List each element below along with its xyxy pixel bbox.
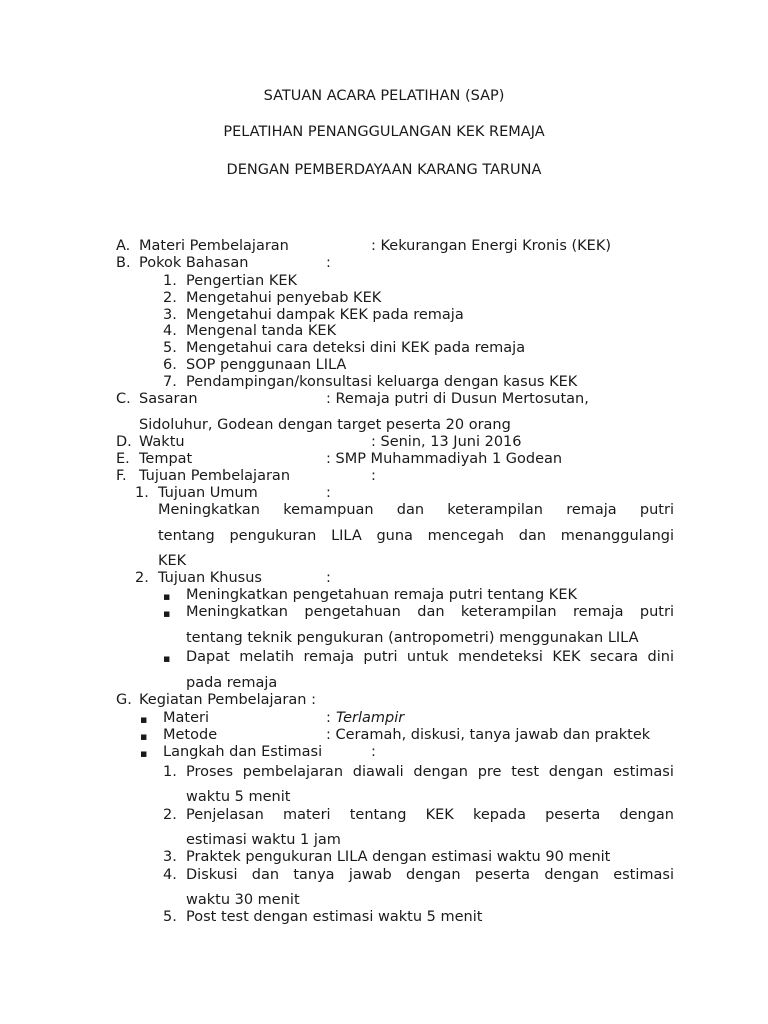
section-d-letter: D. — [116, 434, 132, 450]
document-subtitle: PELATIHAN PENANGGULANGAN KEK REMAJA — [223, 124, 545, 140]
word: kemampuan — [283, 502, 374, 518]
list-number: 2. — [163, 807, 177, 823]
word: Dapat — [186, 649, 230, 665]
word: dan — [417, 604, 445, 620]
word: Proses — [186, 764, 234, 780]
metode-value: : Ceramah, diskusi, tanya jawab dan praktek — [326, 727, 651, 743]
section-a-letter: A. — [116, 238, 131, 254]
word: peserta — [474, 867, 531, 883]
section-c-label: Sasaran — [139, 391, 198, 407]
section-b-label: Pokok Bahasan — [139, 255, 249, 271]
word: tentang — [349, 807, 407, 823]
word: LILA — [331, 528, 362, 544]
section-c-value: : Remaja putri di Dusun Mertosutan, — [326, 391, 589, 407]
step-2-line-2: estimasi waktu 1 jam — [186, 832, 341, 848]
word: tanya — [293, 867, 335, 883]
list-item: Mengenal tanda KEK — [186, 323, 337, 339]
word: dan — [251, 867, 280, 883]
word: jawab — [348, 867, 392, 883]
word: pre — [477, 764, 502, 780]
langkah-label: Langkah dan Estimasi — [163, 744, 323, 760]
step-2-line-1 — [186, 807, 674, 823]
tujuan-khusus-bullet-1: Meningkatkan pengetahuan remaja putri tentang KEK — [186, 587, 577, 603]
section-g-label: Kegiatan Pembelajaran : — [139, 692, 316, 708]
word: test — [511, 764, 540, 780]
word: guna — [376, 528, 413, 544]
word: remaja — [573, 604, 624, 620]
square-bullet-icon: ▪ — [140, 713, 148, 726]
document-subtitle-2: DENGAN PEMBERDAYAAN KARANG TARUNA — [226, 162, 542, 178]
section-b-colon: : — [326, 255, 331, 271]
section-e-label: Tempat — [139, 451, 193, 467]
section-f-label: Tujuan Pembelajaran — [139, 468, 291, 484]
word: Diskusi — [186, 867, 238, 883]
list-number: 2. — [135, 570, 149, 586]
word: estimasi — [613, 764, 674, 780]
word: peserta — [545, 807, 601, 823]
section-f-colon: : — [371, 468, 376, 484]
word: KEK — [552, 649, 581, 665]
word: dengan — [544, 867, 599, 883]
word: remaja — [566, 502, 617, 518]
word: kepada — [472, 807, 526, 823]
section-f-letter: F. — [116, 468, 127, 484]
section-d-value: : Senin, 13 Juni 2016 — [371, 434, 522, 450]
section-a-value: : Kekurangan Energi Kronis (KEK) — [371, 238, 611, 254]
word: Penjelasan — [186, 807, 264, 823]
list-number: 5. — [163, 909, 177, 925]
list-number: 4. — [163, 323, 177, 339]
tujuan-umum-colon: : — [326, 485, 331, 501]
tujuan-khusus-bullet-3-line-2: pada remaja — [186, 675, 278, 691]
materi-label: Materi — [163, 710, 209, 726]
list-item: Pengertian KEK — [186, 273, 298, 289]
list-number: 6. — [163, 357, 177, 373]
section-e-letter: E. — [116, 451, 130, 467]
step-1-line-2: waktu 5 menit — [186, 789, 291, 805]
list-item: SOP penggunaan LILA — [186, 357, 347, 373]
word: menanggulangi — [560, 528, 674, 544]
tujuan-khusus-colon: : — [326, 570, 331, 586]
langkah-colon: : — [371, 744, 376, 760]
tujuan-umum-label: Tujuan Umum — [158, 485, 258, 501]
step-4-line-1 — [186, 867, 674, 883]
materi-value — [336, 710, 404, 727]
square-bullet-icon: ▪ — [140, 747, 148, 760]
word: dan — [518, 528, 547, 544]
word: pembelajaran — [242, 764, 344, 780]
list-number: 1. — [163, 764, 177, 780]
word: keterampilan — [447, 502, 543, 518]
word: estimasi — [613, 867, 674, 883]
word: remaja — [303, 649, 355, 665]
word: dengan — [406, 867, 461, 883]
section-a-label: Materi Pembelajaran — [139, 238, 289, 254]
section-e-value: : SMP Muhammadiyah 1 Godean — [326, 451, 563, 467]
list-number: 2. — [163, 290, 177, 306]
list-item: Mengetahui cara deteksi dini KEK pada remaja — [186, 340, 526, 356]
tujuan-khusus-bullet-3-line-1 — [186, 649, 674, 665]
list-number: 7. — [163, 374, 177, 390]
metode-label: Metode — [163, 727, 218, 743]
word: dengan — [413, 764, 468, 780]
tujuan-umum-line-1 — [158, 502, 674, 518]
word: putri — [639, 604, 674, 620]
word: diawali — [352, 764, 404, 780]
word: untuk — [406, 649, 449, 665]
list-number: 5. — [163, 340, 177, 356]
materi-value-text: Terlampir — [336, 710, 405, 726]
step-5-line-1: Post test dengan estimasi waktu 5 menit — [186, 909, 483, 925]
step-4-line-2: waktu 30 menit — [186, 892, 300, 908]
word: KEK — [425, 807, 454, 823]
tujuan-khusus-label: Tujuan Khusus — [158, 570, 262, 586]
list-item: Mengetahui penyebab KEK — [186, 290, 382, 306]
word: dengan — [548, 764, 604, 780]
section-c-letter: C. — [116, 391, 131, 407]
word: materi — [282, 807, 331, 823]
word: pengukuran — [229, 528, 317, 544]
word: pengetahuan — [304, 604, 401, 620]
step-1-line-1 — [186, 764, 674, 780]
section-b-letter: B. — [116, 255, 131, 271]
section-g-letter: G. — [116, 692, 132, 708]
section-d-label: Waktu — [139, 434, 185, 450]
tujuan-khusus-bullet-2-line-2: tentang teknik pengukuran (antropometri) menggunakan LILA — [186, 630, 639, 646]
word: tentang — [158, 528, 215, 544]
materi-colon: : — [326, 710, 331, 726]
list-number: 3. — [163, 849, 177, 865]
square-bullet-icon: ▪ — [140, 730, 148, 743]
word: mendeteksi — [457, 649, 543, 665]
list-number: 4. — [163, 867, 177, 883]
word: Meningkatkan — [158, 502, 260, 518]
square-bullet-icon: ▪ — [163, 652, 171, 665]
tujuan-umum-line-2 — [158, 528, 674, 544]
word: dan — [396, 502, 425, 518]
word: dengan — [619, 807, 674, 823]
list-number: 1. — [135, 485, 149, 501]
word: putri — [639, 502, 674, 518]
step-3-line-1: Praktek pengukuran LILA dengan estimasi waktu 90 menit — [186, 849, 611, 865]
word: secara — [589, 649, 639, 665]
word: keterampilan — [460, 604, 557, 620]
word: dini — [647, 649, 674, 665]
document-title: SATUAN ACARA PELATIHAN (SAP) — [263, 88, 505, 104]
square-bullet-icon: ▪ — [163, 607, 171, 620]
square-bullet-icon: ▪ — [163, 590, 171, 603]
word: putri — [363, 649, 398, 665]
word: Meningkatkan — [186, 604, 288, 620]
list-item: Pendampingan/konsultasi keluarga dengan kasus KEK — [186, 374, 578, 390]
list-item: Mengetahui dampak KEK pada remaja — [186, 307, 464, 323]
tujuan-khusus-bullet-2-line-1 — [186, 604, 674, 620]
tujuan-umum-line-3: KEK — [158, 553, 187, 569]
word: melatih — [239, 649, 295, 665]
section-c-continuation: Sidoluhur, Godean dengan target peserta 20 orang — [139, 417, 511, 433]
word: mencegah — [427, 528, 505, 544]
list-number: 3. — [163, 307, 177, 323]
list-number: 1. — [163, 273, 177, 289]
